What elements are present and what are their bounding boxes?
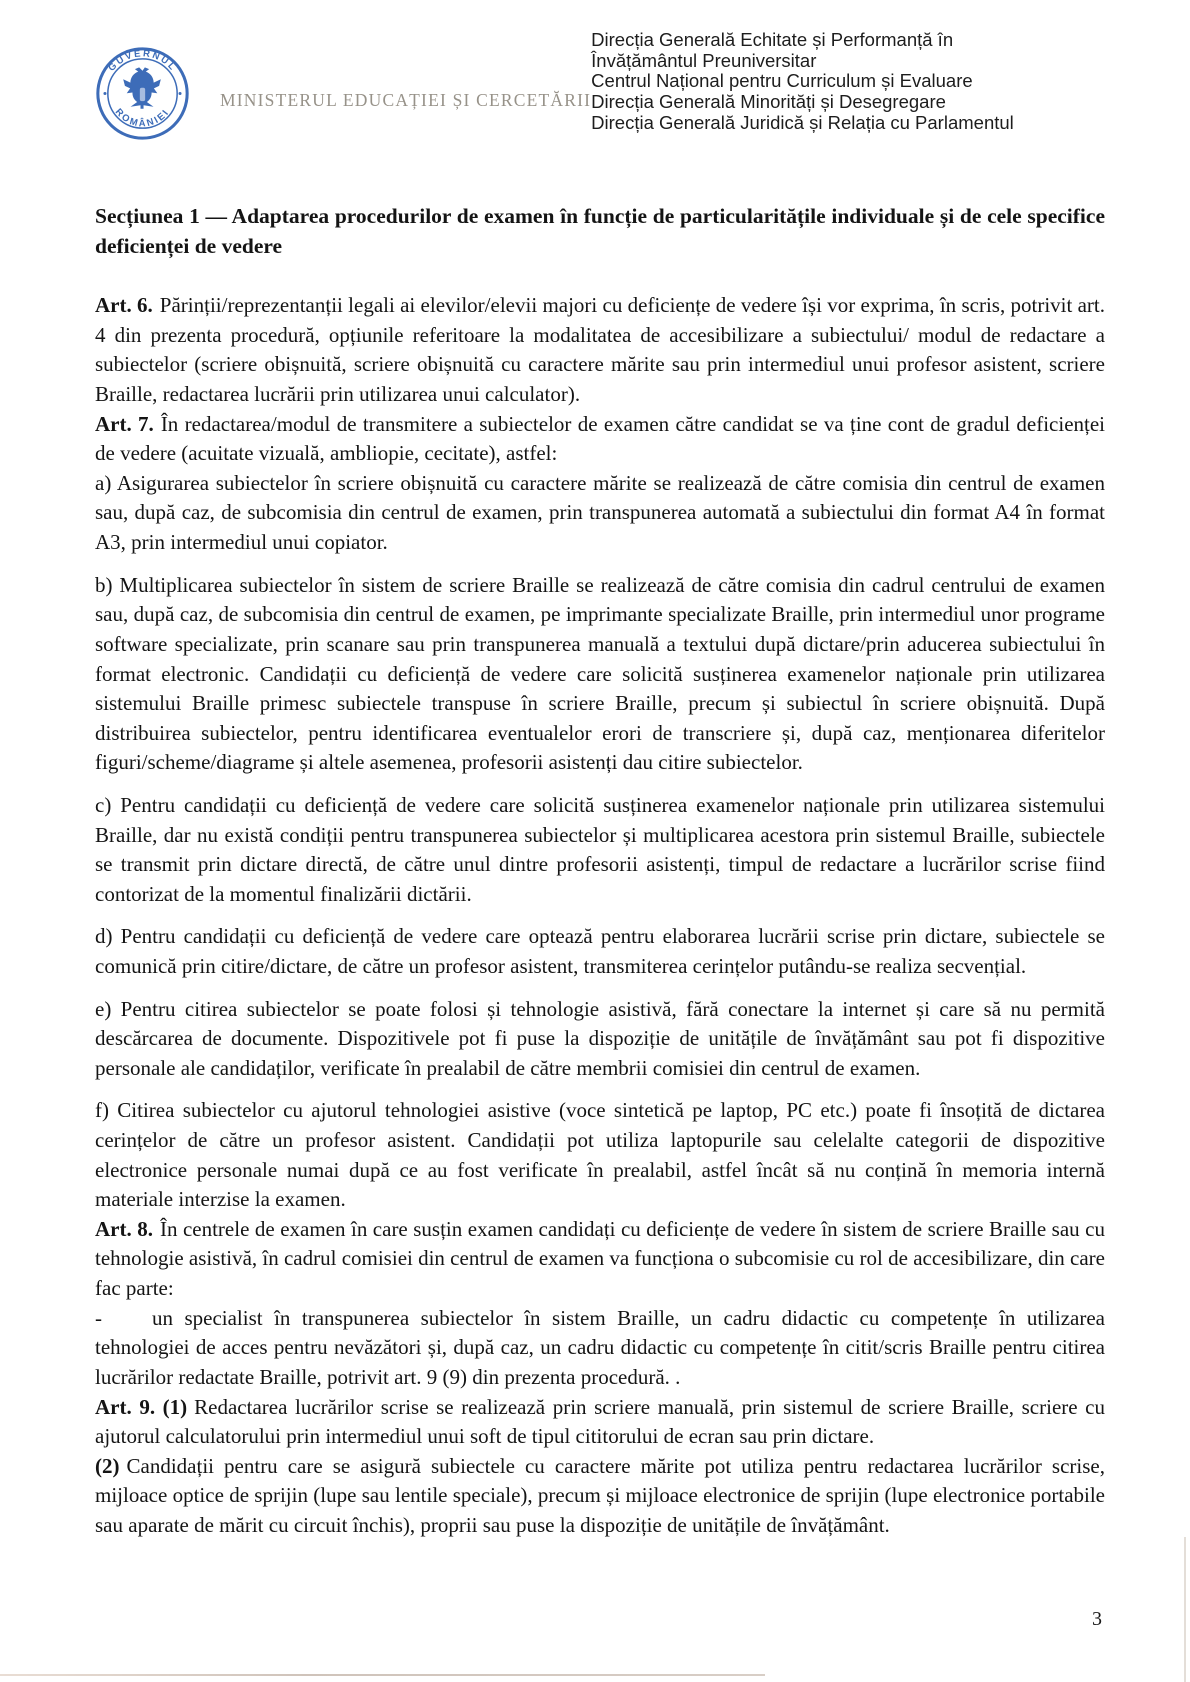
svg-text:ROMÂNIEI	[113, 107, 172, 130]
paragraph-text: b) Multiplicarea subiectelor în sistem de scriere Braille se realizează de către comisia din cadrul centrului de examen sau, după caz, de subcomisia din centrul de examen, pe imprimante specializate Braille, prin intermediul unor programe software specializate, prin scanare sau prin transpunerea manuală a textului după dictare/prin aducerea subiectului în format electronic. Candidații cu deficiență de vedere care solicită susținerea examenelor naționale prin utilizarea sistemului Braille primesc subiectele transpuse în scriere Braille, precum și subiectul în scriere obișnuită. După distribuirea subiectelor, pentru identificarea eventualelor erori de transcriere și, după caz, menționarea diferitelor figuri/scheme/diagrame și altele asemenea, profesorii asistenți dau citire subiectelor.	[95, 572, 1105, 775]
list-dash-marker: -	[95, 1305, 102, 1330]
paragraph-art7	[95, 410, 1105, 469]
paragraph-text: Redactarea lucrărilor scrise se realizează prin scriere manuală, prin sistemul de scriere Braille, scriere cu ajutorul calculatorului prin intermediul unui soft de tipul cititorului de ecran sau prin dictare.	[95, 1394, 1105, 1449]
section-title: Secțiunea 1 — Adaptarea procedurilor de examen în funcție de particularitățile individuale și de cele specifice deficienței de vedere	[95, 204, 1105, 259]
paragraph-text: Candidații pentru care se asigură subiectele cu caractere mărite pot utiliza pentru redactarea lucrărilor scrise, mijloace optice de sprijin (lupe sau lentile speciale), precum și mijloace electronice de sprijin (lupe electronice portabile sau aparate de mărit cu circuit închis), proprii sau puse la dispoziție de unitățile de învățământ.	[95, 1453, 1105, 1537]
paragraph-text: f) Citirea subiectelor cu ajutorul tehnologiei asistive (voce sintetică pe laptop, PC etc.) poate fi însoțită de dictarea cerințelor de către un profesor asistent. Candidații pot utiliza laptopurile sau celelalte categorii de dispozitive electronice personale numai după ce au fost verificate în prealabil, astfel încât să nu conțină în memoria internă materiale interzise la examen.	[95, 1098, 1105, 1212]
paragraph-art9-1	[95, 1393, 1105, 1452]
page-header	[95, 28, 1105, 141]
svg-text:GUVERNUL	[106, 48, 178, 73]
department-line: Centrul Național pentru Curriculum și Evaluare	[591, 70, 973, 92]
department-line: Direcția Generală Juridică și Relația cu Parlamentul	[591, 111, 1014, 133]
paragraph-text: În redactarea/modul de transmitere a subiectelor de examen către candidat se va ține cont de gradul deficienței de vedere (acuitate vizuală, ambliopie, cecitate), astfel:	[95, 411, 1106, 466]
department-line: Direcția Generală Minorități și Desegregare	[591, 91, 946, 113]
paragraph-text: d) Pentru candidații cu deficiență de vedere care optează pentru elaborarea lucrării scrise prin dictare, subiectele se comunică prin citire/dictare, de către un profesor asistent, transmiterea cerințelor putându-se realiza secvențial.	[95, 924, 1105, 978]
paragraph-item-d	[95, 922, 1105, 981]
paragraph-item-e	[95, 995, 1105, 1084]
article-number: Art. 8.	[95, 1216, 153, 1241]
paragraph-item-a	[95, 469, 1105, 558]
paragraph-text: În centrele de examen în care susțin examen candidați cu deficiențe de vedere în sistem de scriere Braille sau cu tehnologie asistivă, în cadrul comisiei din centrul de examen va funcționa o subcomisie cu rol de accesibilizare, din care fac parte:	[95, 1216, 1105, 1301]
page-number: 3	[1092, 1608, 1102, 1630]
article-number: Art. 7.	[95, 411, 154, 436]
ministry-name: MINISTERUL EDUCAȚIEI ȘI CERCETĂRII	[220, 90, 592, 110]
seal-bottom-text: ROMÂNIEI	[112, 106, 173, 130]
government-seal-icon	[95, 46, 190, 141]
paragraph-text: un specialist în transpunerea subiectelor în sistem Braille, un cadru didactic cu competențe în utilizarea tehnologiei de acces pentru nevăzători și, după caz, un cadru didactic cu competențe în citit/scris Braille pentru citirea lucrărilor redactate Braille, potrivit art. 9 (9) din prezenta procedură. .	[95, 1305, 1105, 1389]
paragraph-dash-item	[95, 1304, 1105, 1393]
document-body	[95, 201, 1105, 1541]
paragraph-item-c	[95, 791, 1105, 909]
paragraph-item-b	[95, 571, 1105, 778]
department-list	[591, 29, 1014, 134]
article-number: Art. 6.	[95, 293, 153, 318]
paragraph-item-f	[95, 1096, 1105, 1214]
paragraph-text: e) Pentru citirea subiectelor se poate folosi și tehnologie asistivă, fără conectare la internet și care să nu permită descărcarea de documente. Dispozitivele pot fi puse la dispoziție de unitățile de învățământ sau pot fi dispozitive personale ale candidaților, verificate în prealabil de către membrii comisiei din centrul de examen.	[95, 996, 1105, 1080]
scan-artifact-right-line	[1184, 1537, 1186, 1682]
department-line: Învățământul Preuniversitar	[591, 49, 817, 71]
article-number: (2)	[95, 1453, 120, 1478]
paragraph-text: c) Pentru candidații cu deficiență de vedere care solicită susținerea examenelor naționale prin utilizarea sistemului Braille, dar nu există condiții pentru transpunerea subiectelor și multiplicarea acestora prin sistemul Braille, subiectele se transmit prin dictare directă, de către unul dintre profesorii asistenți, timpul de redactare a lucrărilor scrise fiind contorizat de la momentul finalizării dictării.	[95, 792, 1105, 906]
department-line: Direcția Generală Echitate și Performanță în	[591, 29, 954, 50]
paragraph-art9-2	[95, 1452, 1105, 1541]
paragraph-text: Părinții/reprezentanții legali ai elevilor/elevii majori cu deficiențe de vedere își vor exprima, în scris, potrivit art. 4 din prezenta procedură, opțiunile referitoare la modalitatea de accesibilizare a subiectului/ modul de redactare a subiectelor (scriere obișnuită, scriere obișnuită cu caractere mărite sau prin intermediul unui profesor asistent, scriere Braille, redactarea lucrării prin utilizarea unui calculator).	[95, 293, 1106, 407]
eagle-emblem-icon	[123, 67, 161, 108]
paragraph-art6	[95, 291, 1105, 409]
seal-top-text: GUVERNUL	[106, 48, 179, 74]
scan-artifact-bottom-line	[0, 1674, 765, 1676]
article-number: Art. 9. (1)	[95, 1394, 188, 1419]
paragraph-text: a) Asigurarea subiectelor în scriere obișnuită cu caractere mărite se realizează de către comisia din centrul de examen sau, după caz, de subcomisia din centrul de examen, prin transpunerea automată a subiectului din format A4 în format A3, prin intermediul unui copiator.	[95, 470, 1105, 555]
paragraph-art8	[95, 1215, 1105, 1304]
